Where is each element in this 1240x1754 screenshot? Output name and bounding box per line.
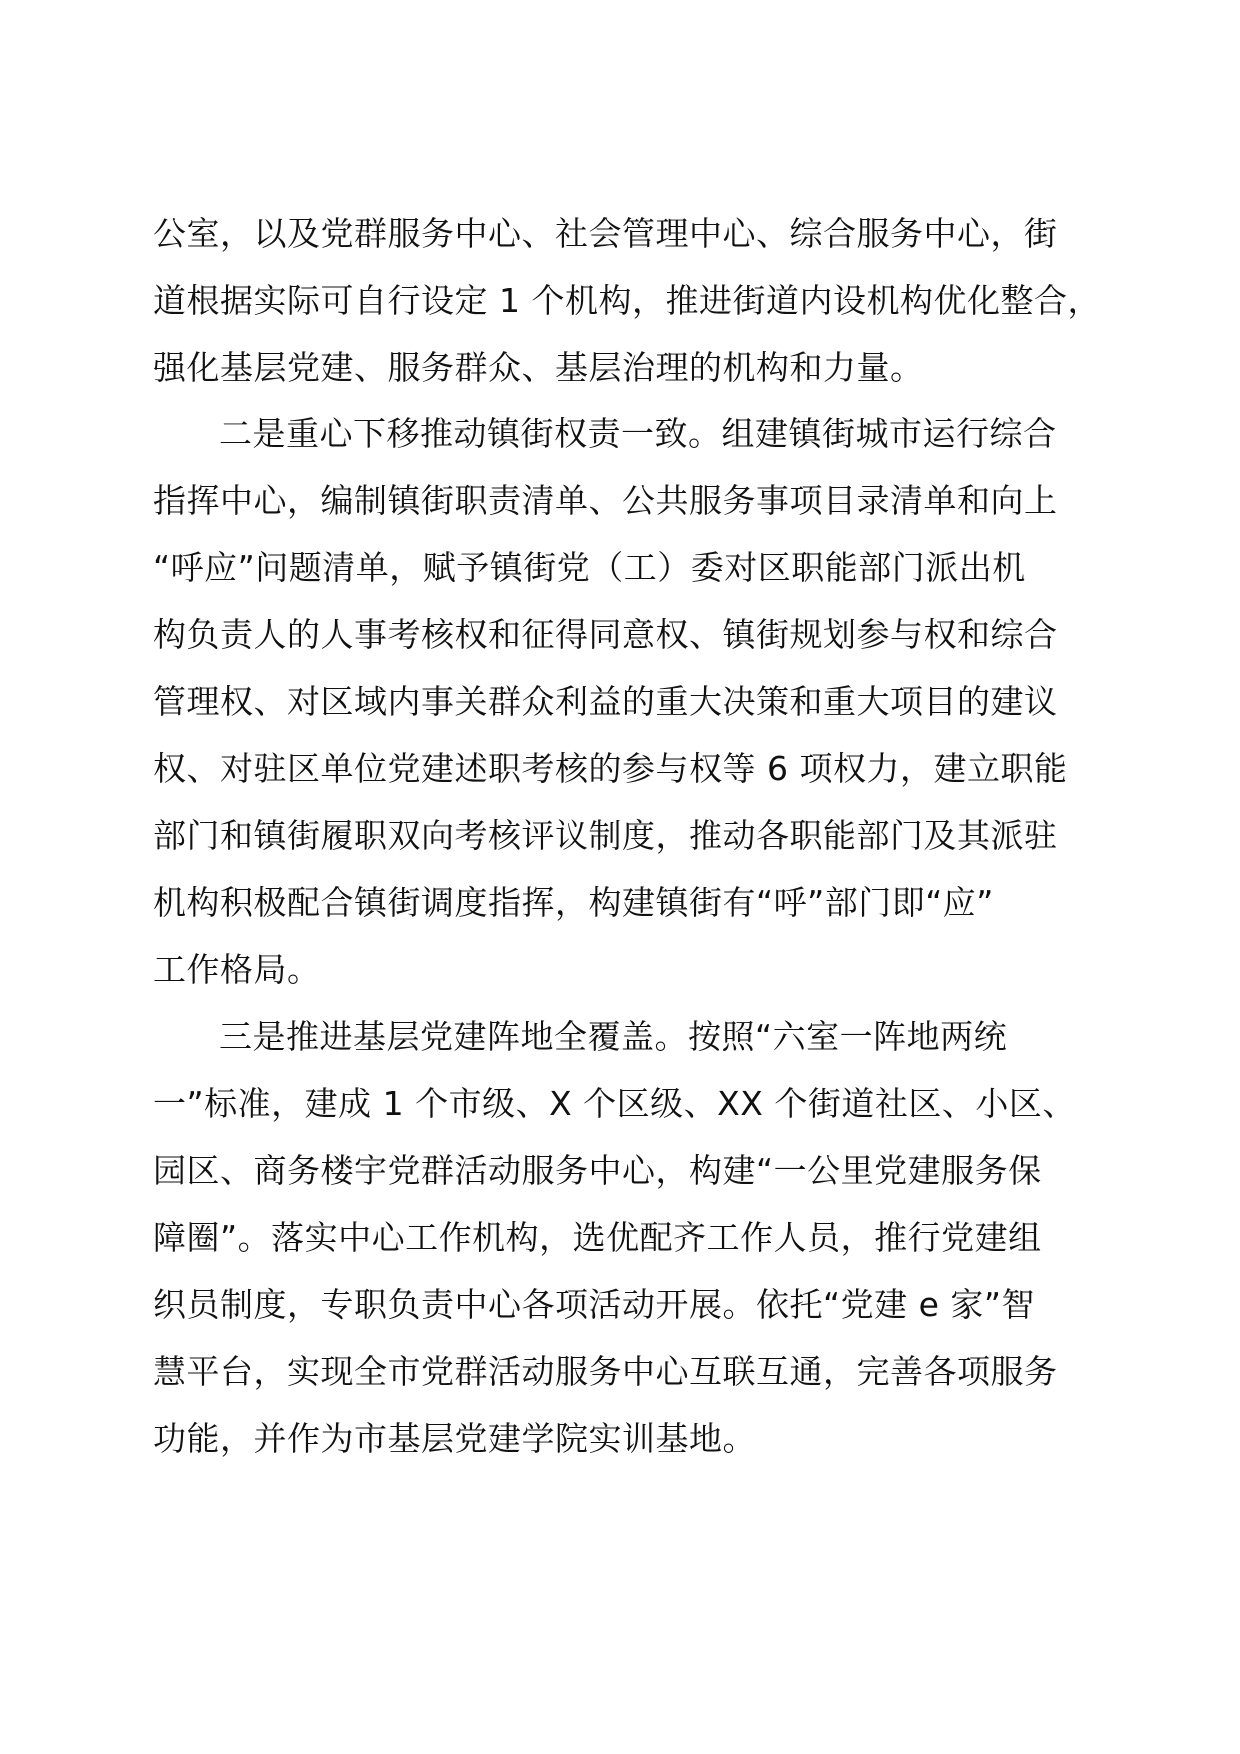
text-line: 一”标准，建成 1 个市级、X 个区级、XX 个街道社区、小区、	[153, 1084, 1076, 1123]
text-line: 织员制度，专职负责中心各项活动开展。依托“党建 e 家”智	[153, 1285, 1035, 1324]
text-line: 功能，并作为市基层党建学院实训基地。	[153, 1419, 756, 1458]
paragraph-2	[153, 400, 1093, 1003]
text-line: 强化基层党建、服务群众、基层治理的机构和力量。	[153, 348, 924, 387]
text-line: 障圈”。落实中心工作机构，选优配齐工作人员，推行党建组	[153, 1218, 1042, 1257]
document-body	[153, 200, 1101, 1472]
paragraph-3	[153, 1003, 1093, 1472]
text-line: 道根据实际可自行设定 1 个机构，推进街道内设机构优化整合，	[153, 281, 1101, 320]
paragraph-1	[153, 200, 1101, 401]
text-line: 二是重心下移推动镇街权责一致。组建镇街城市运行综合	[219, 414, 1057, 453]
text-line: 指挥中心，编制镇街职责清单、公共服务事项目录清单和向上	[153, 481, 1058, 520]
text-line: 机构积极配合镇街调度指挥，构建镇街有“呼”部门即“应”	[153, 883, 994, 922]
text-line: 三是推进基层党建阵地全覆盖。按照“六室一阵地两统	[219, 1017, 1008, 1056]
text-line: 管理权、对区域内事关群众利益的重大决策和重大项目的建议	[153, 682, 1058, 721]
text-line: 部门和镇街履职双向考核评议制度，推动各职能部门及其派驻	[153, 816, 1058, 855]
text-line: 工作格局。	[153, 950, 321, 989]
text-line: “呼应”问题清单，赋予镇街党（工）委对区职能部门派出机	[153, 548, 1026, 587]
text-line: 慧平台，实现全市党群活动服务中心互联互通，完善各项服务	[153, 1352, 1058, 1391]
text-line: 构负责人的人事考核权和征得同意权、镇街规划参与权和综合	[153, 615, 1058, 654]
text-line: 公室，以及党群服务中心、社会管理中心、综合服务中心，街	[153, 214, 1058, 253]
text-line: 园区、商务楼宇党群活动服务中心，构建“一公里党建服务保	[153, 1151, 1042, 1190]
text-line: 权、对驻区单位党建述职考核的参与权等 6 项权力，建立职能	[153, 749, 1068, 788]
